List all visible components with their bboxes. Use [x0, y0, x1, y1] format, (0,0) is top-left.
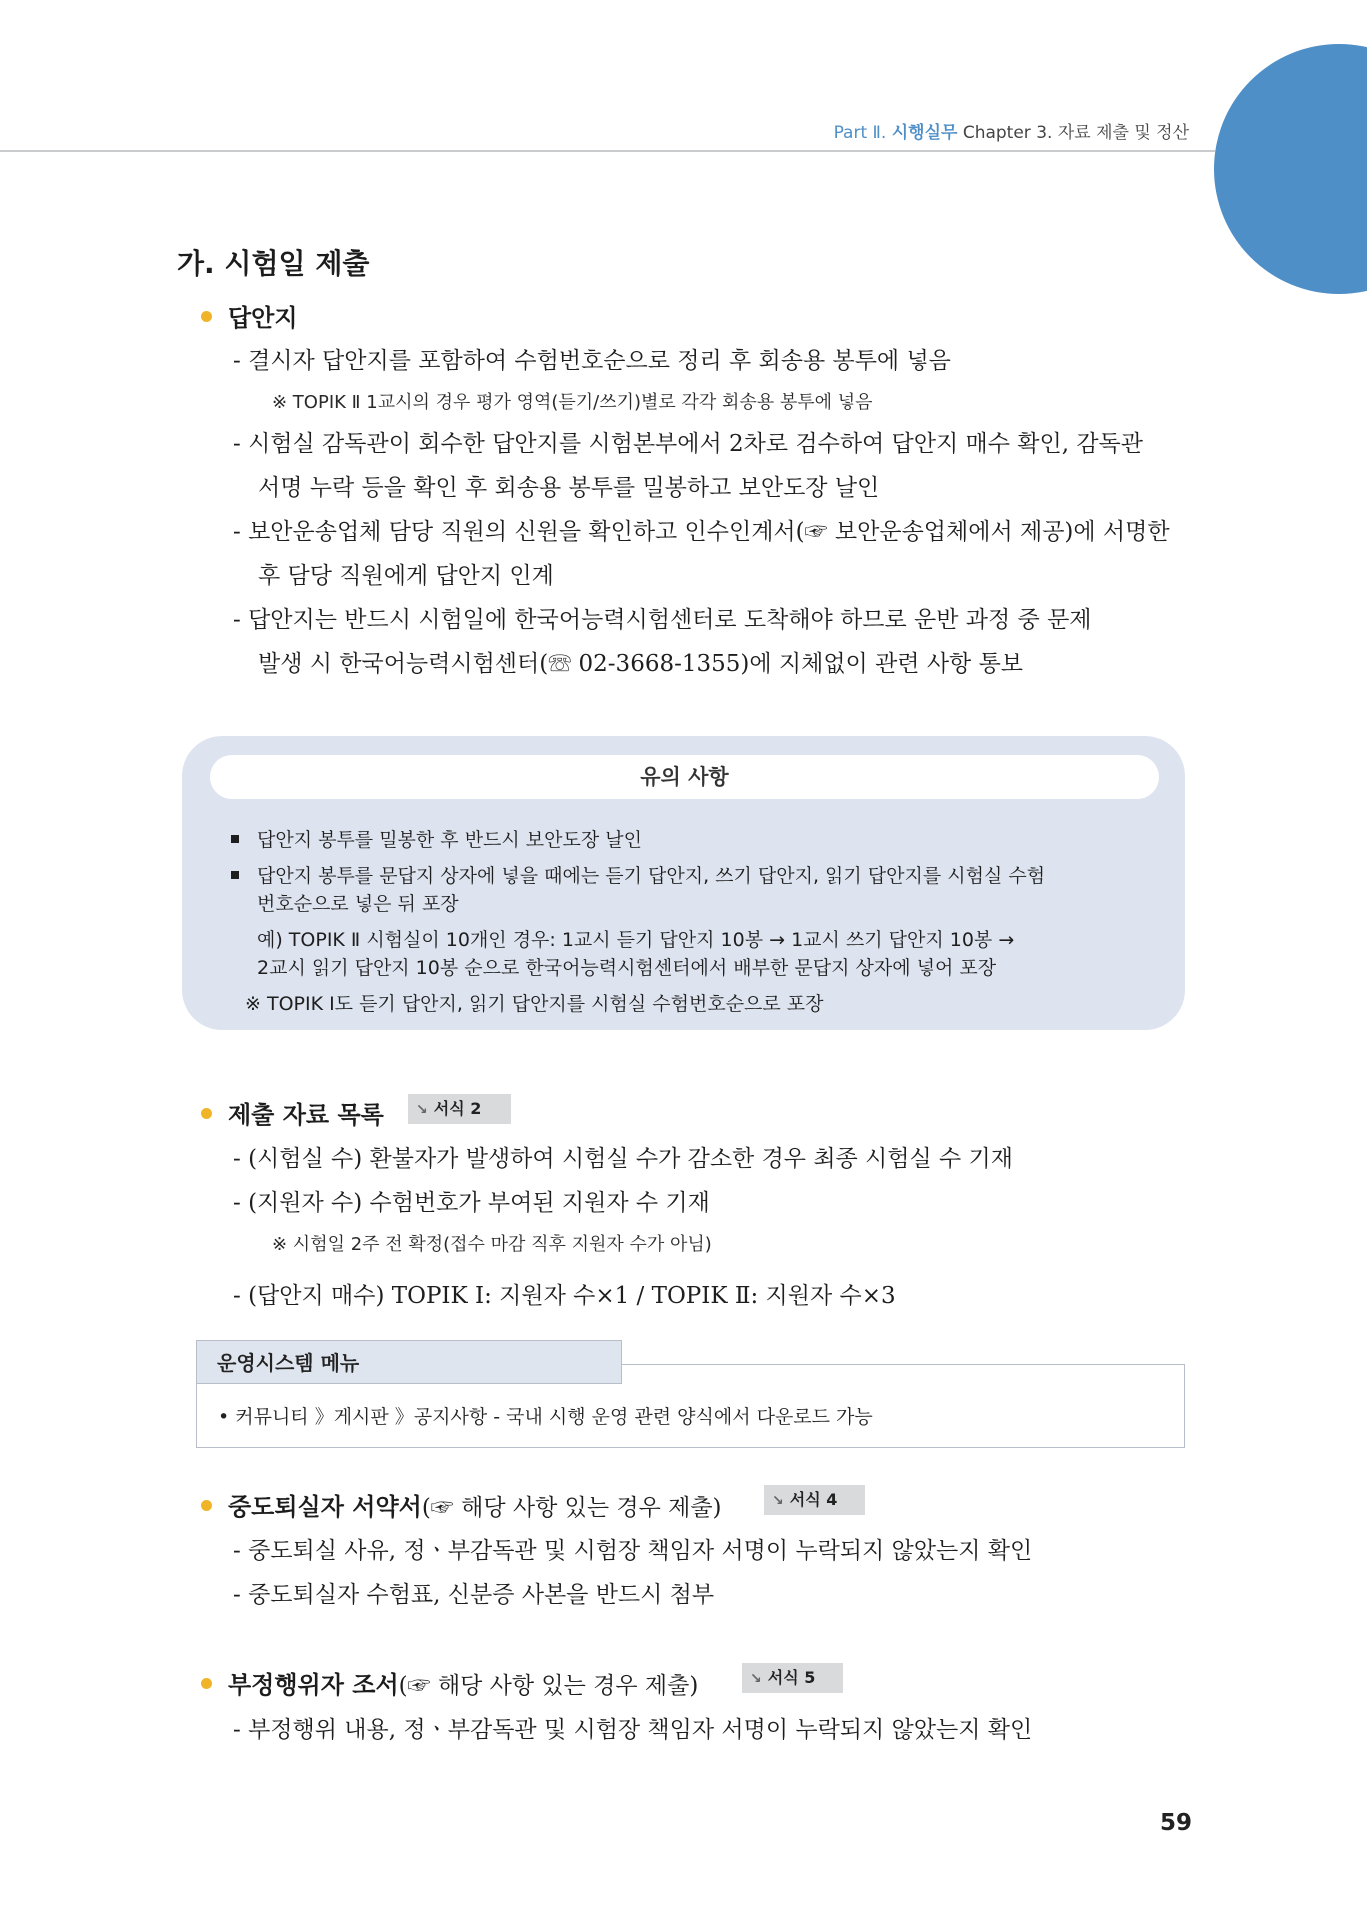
bullet-withdrawal — [201, 1487, 722, 1522]
arrow-down-right-icon: ↘ — [750, 1671, 762, 1687]
bullet-misconduct — [201, 1665, 698, 1700]
materials-line-2: - (지원자 수) 수험번호가 부여된 지원자 수 기재 — [233, 1190, 710, 1216]
misconduct-subheading: (☞ 해당 사항 있는 경우 제출) — [398, 1673, 699, 1699]
caution-item-1: 답안지 봉투를 밀봉한 후 반드시 보안도장 날인 — [231, 825, 642, 852]
withdrawal-heading: 중도퇴실자 서약서 — [228, 1493, 422, 1521]
answer-sheet-heading: 답안지 — [228, 304, 298, 332]
form-tag-4: ↘ 서식 4 — [764, 1485, 865, 1515]
bullet-materials — [201, 1095, 384, 1130]
caution-example-b: 2교시 읽기 답안지 10봉 순으로 한국어능력시험센터에서 배부한 문답지 상자에 넣어 포장 — [257, 957, 997, 979]
bullet-dot-icon — [201, 1500, 212, 1511]
materials-heading: 제출 자료 목록 — [228, 1101, 384, 1129]
menu-title: 운영시스템 메뉴 — [196, 1340, 622, 1384]
arrow-down-right-icon: ↘ — [772, 1493, 784, 1509]
section-title: 가. 시험일 제출 — [177, 247, 370, 280]
answer-sheet-line-1: - 결시자 답안지를 포함하여 수험번호순으로 정리 후 회송용 봉투에 넣음 — [233, 348, 951, 374]
materials-line-3: - (답안지 매수) TOPIK Ⅰ: 지원자 수×1 / TOPIK Ⅱ: 지원자 수×3 — [233, 1283, 896, 1309]
withdrawal-subheading: (☞ 해당 사항 있는 경우 제출) — [421, 1495, 722, 1521]
header-part-title: 시행실무 — [891, 123, 958, 143]
header-decoration-circle — [1214, 44, 1367, 294]
header-rule — [0, 150, 1215, 152]
answer-sheet-line-3b: 후 담당 직원에게 답안지 인계 — [258, 563, 554, 589]
bullet-dot-icon — [201, 311, 212, 322]
menu-path-text: • 커뮤니티 》게시판 》공지사항 - 국내 시행 운영 관련 양식에서 다운로드 가능 — [218, 1406, 873, 1428]
caution-example-a: 예) TOPIK Ⅱ 시험실이 10개인 경우: 1교시 듣기 답안지 10봉 → 1교시 쓰기 답안지 10봉 → — [257, 929, 1015, 951]
misconduct-heading: 부정행위자 조서 — [228, 1671, 399, 1699]
answer-sheet-line-2a: - 시험실 감독관이 회수한 답안지를 시험본부에서 2차로 검수하여 답안지 매수 확인, 감독관 — [233, 431, 1143, 457]
form-tag-5: ↘ 서식 5 — [742, 1663, 843, 1693]
materials-line-1: - (시험실 수) 환불자가 발생하여 시험실 수가 감소한 경우 최종 시험실 수 기재 — [233, 1146, 1013, 1172]
answer-sheet-line-2b: 서명 누락 등을 확인 후 회송용 봉투를 밀봉하고 보안도장 날인 — [258, 475, 880, 501]
caution-title: 유의 사항 — [210, 755, 1159, 799]
running-header — [834, 118, 1189, 143]
square-bullet-icon — [231, 835, 239, 843]
bullet-dot-icon — [201, 1108, 212, 1119]
answer-sheet-line-4a: - 답안지는 반드시 시험일에 한국어능력시험센터로 도착해야 하므로 운반 과정 중 문제 — [233, 607, 1092, 633]
square-bullet-icon — [231, 871, 239, 879]
caution-note: ※ TOPIK Ⅰ도 듣기 답안지, 읽기 답안지를 시험실 수험번호순으로 포장 — [245, 993, 824, 1015]
answer-sheet-line-4b: 발생 시 한국어능력시험센터(☏ 02-3668-1355)에 지체없이 관련 사항 통보 — [258, 651, 1024, 677]
page-number: 59 — [1160, 1810, 1193, 1836]
materials-note: ※ 시험일 2주 전 확정(접수 마감 직후 지원자 수가 아님) — [272, 1234, 712, 1255]
bullet-answer-sheet — [201, 298, 298, 333]
answer-sheet-note: ※ TOPIK Ⅱ 1교시의 경우 평가 영역(듣기/쓰기)별로 각각 회송용 봉투에 넣음 — [272, 392, 873, 413]
misconduct-line-1: - 부정행위 내용, 정ㆍ부감독관 및 시험장 책임자 서명이 누락되지 않았는지 확인 — [233, 1717, 1033, 1743]
header-chapter: Chapter 3. 자료 제출 및 정산 — [962, 123, 1189, 143]
withdrawal-line-1: - 중도퇴실 사유, 정ㆍ부감독관 및 시험장 책임자 서명이 누락되지 않았는지 확인 — [233, 1538, 1033, 1564]
form-tag-2: ↘ 서식 2 — [408, 1094, 511, 1124]
answer-sheet-line-3a: - 보안운송업체 담당 직원의 신원을 확인하고 인수인계서(☞ 보안운송업체에서 제공)에 서명한 — [233, 519, 1170, 545]
withdrawal-line-2: - 중도퇴실자 수험표, 신분증 사본을 반드시 첨부 — [233, 1582, 715, 1608]
header-part: Part Ⅱ. — [833, 123, 887, 143]
bullet-dot-icon — [201, 1678, 212, 1689]
caution-item-2-cont: 번호순으로 넣은 뒤 포장 — [257, 893, 459, 915]
arrow-down-right-icon: ↘ — [416, 1102, 428, 1118]
caution-item-2: 답안지 봉투를 문답지 상자에 넣을 때에는 듣기 답안지, 쓰기 답안지, 읽기 답안지를 시험실 수험 — [231, 861, 1045, 888]
